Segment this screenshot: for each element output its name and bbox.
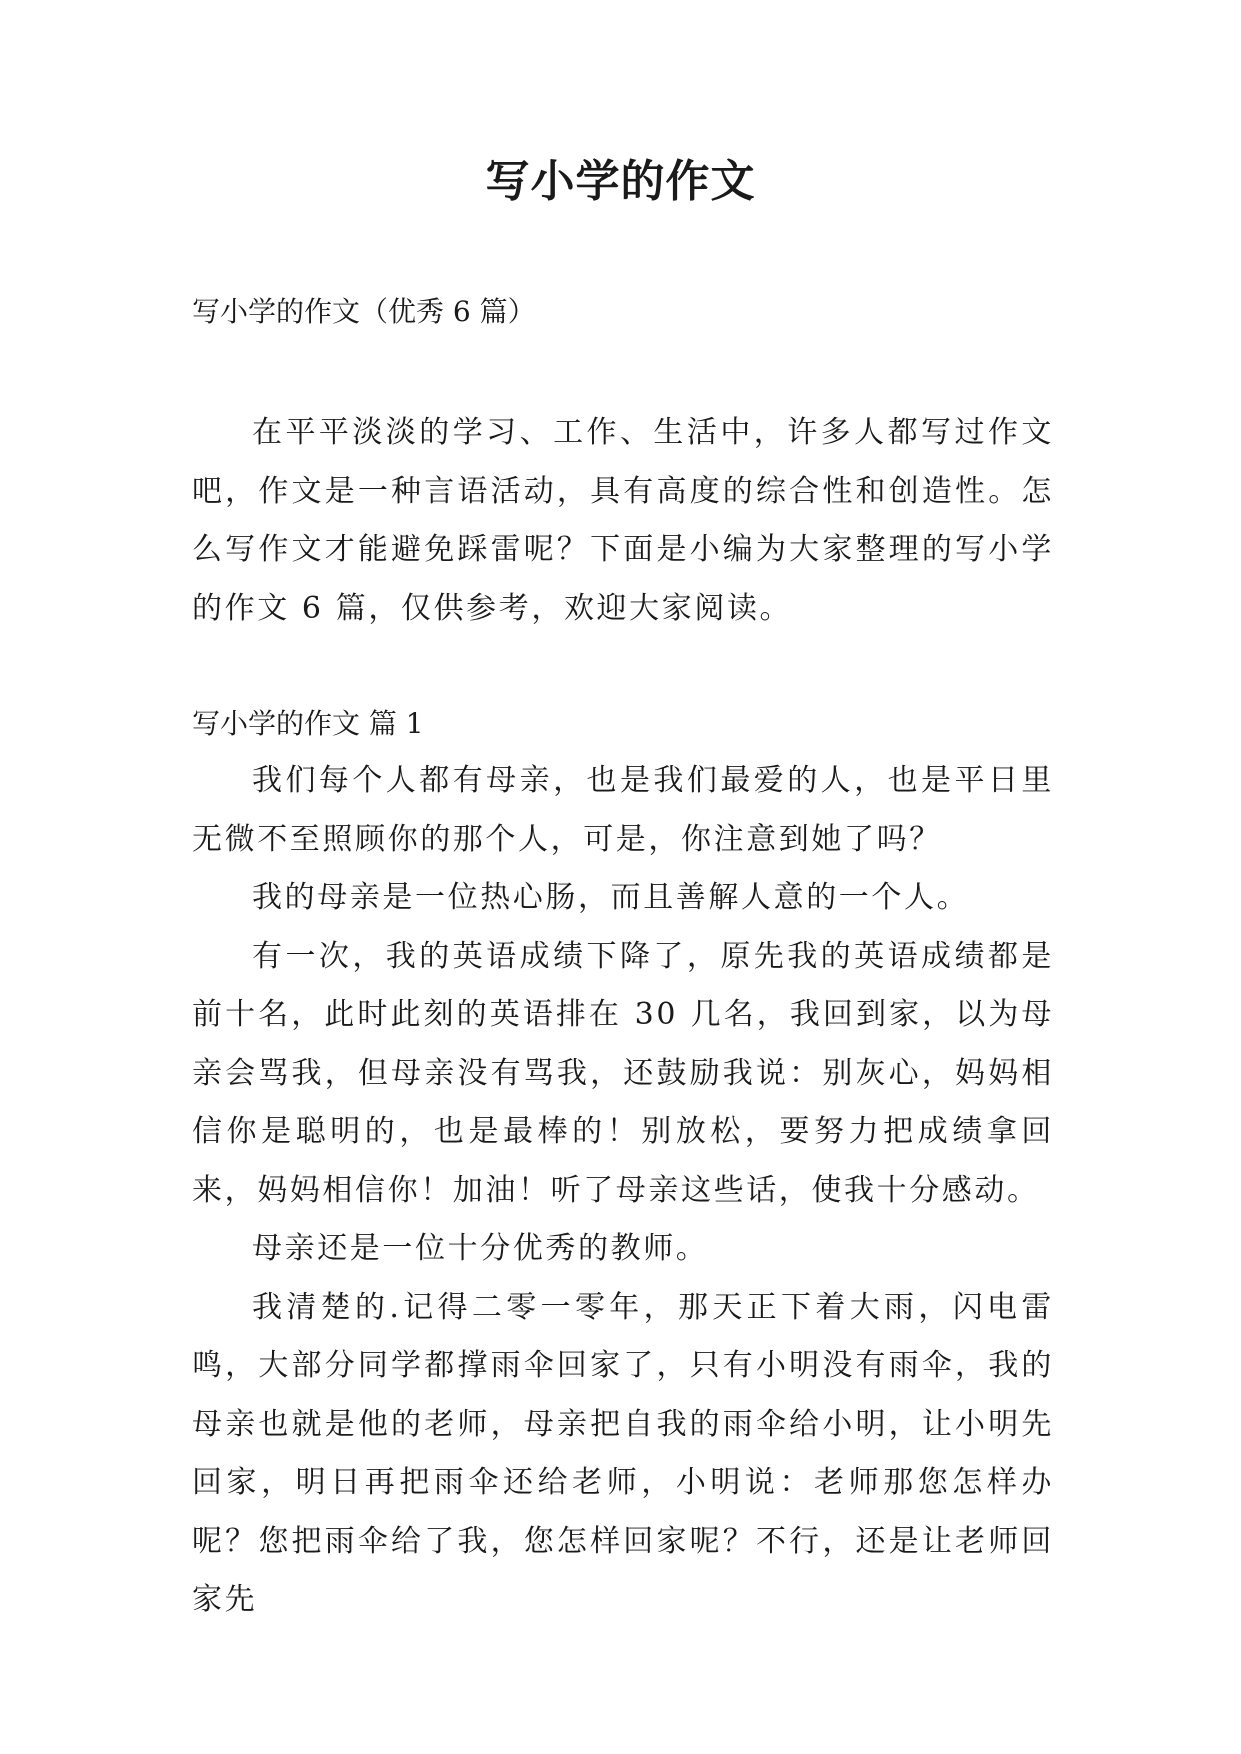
document-title: 写小学的作文 <box>485 156 756 207</box>
intro-block <box>192 404 1054 638</box>
document-subtitle: 写小学的作文（优秀 6 篇） <box>192 295 536 328</box>
intro-paragraph: 在平平淡淡的学习、工作、生活中，许多人都写过作文吧，作文是一种言语活动，具有高度的综合性和创造性。怎么写作文才能避免踩雷呢？下面是小编为大家整理的写小学的作文 6 篇，仅供参考，欢迎大家阅读。 <box>192 415 1054 626</box>
section-heading: 写小学的作文 篇 1 <box>192 707 424 740</box>
essay-paragraph: 我的母亲是一位热心肠，而且善解人意的一个人。 <box>252 880 970 915</box>
essay-body <box>192 752 1054 1630</box>
essay-paragraph: 有一次，我的英语成绩下降了，原先我的英语成绩都是前十名，此时此刻的英语排在 30 几名，我回到家，以为母亲会骂我，但母亲没有骂我，还鼓励我说：别灰心，妈妈相信你是聪明的，也是最棒的！别放松，要努力把成绩拿回来，妈妈相信你！加油！听了母亲这些话，使我十分感动。 <box>192 938 1054 1208</box>
essay-paragraph: 我们每个人都有母亲，也是我们最爱的人，也是平日里无微不至照顾你的那个人，可是，你注意到她了吗？ <box>192 763 1054 857</box>
essay-paragraph: 母亲还是一位十分优秀的教师。 <box>252 1231 709 1266</box>
essay-paragraph: 我清楚的.记得二零一零年，那天正下着大雨，闪电雷鸣，大部分同学都撑雨伞回家了，只有小明没有雨伞，我的母亲也就是他的老师，母亲把自我的雨伞给小明，让小明先回家，明日再把雨伞还给老师，小明说：老师那您怎样办呢？您把雨伞给了我，您怎样回家呢？不行，还是让老师回家先 <box>192 1289 1054 1617</box>
